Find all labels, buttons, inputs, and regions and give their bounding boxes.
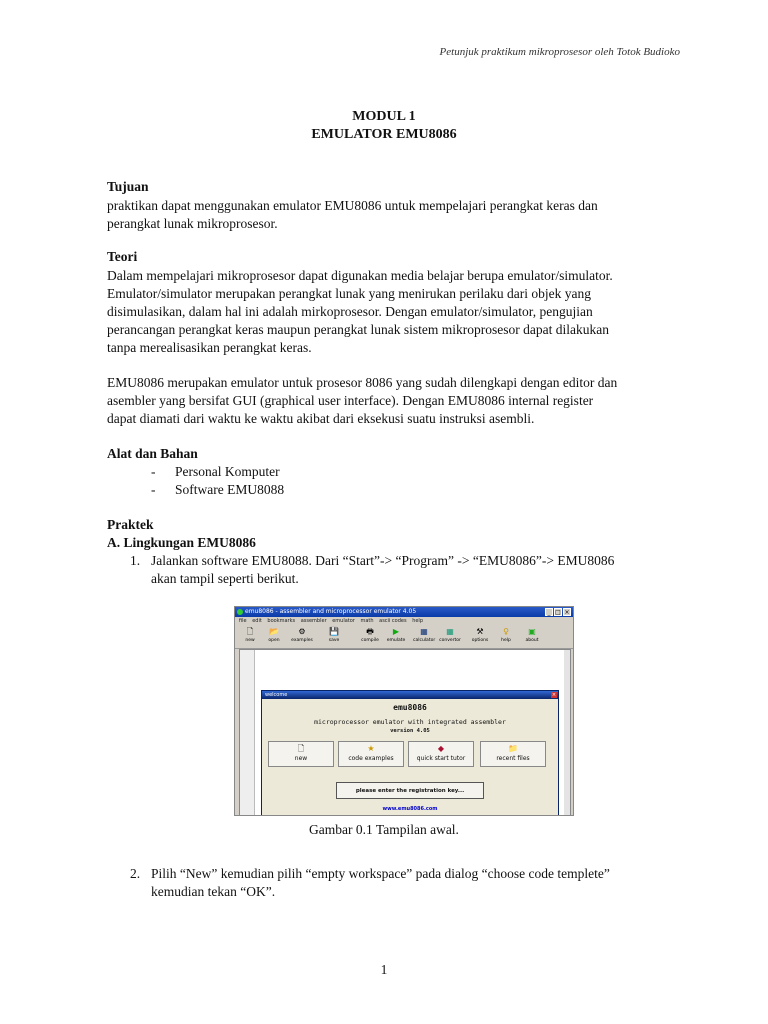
- tb-calculator: ▦ calculator: [413, 627, 436, 643]
- maximize-icon: □: [555, 609, 561, 616]
- tb-options: ⚒ options: [469, 626, 491, 648]
- step2-line-2: kemudian tekan “OK”.: [151, 884, 276, 899]
- module-subtitle: EMULATOR EMU8086: [311, 127, 457, 142]
- teori-heading: Teori: [107, 249, 138, 264]
- teori-p2-line-1: EMU8086 merupakan emulator untuk prosesor 8086 yang sudah dilengkapi dengan editor dan: [107, 375, 618, 390]
- menu-bookmarks: bookmarks: [267, 618, 296, 624]
- app-icon: [237, 609, 243, 615]
- step1-line-2: akan tampil seperti berikut.: [151, 571, 299, 586]
- dialog-code-examples-button: ★ code examples: [338, 741, 404, 767]
- window-title: emu8086 - assembler and microprocessor emulator 4.05: [245, 608, 417, 615]
- emulate-icon: ▶: [392, 627, 400, 636]
- dialog-subtitle: microprocessor emulator with integrated assembler: [314, 718, 506, 726]
- new-file-icon: 🗋: [297, 744, 305, 753]
- convertor-icon: ▦: [446, 627, 454, 636]
- book-icon: ◆: [437, 744, 445, 753]
- menu-file: file: [239, 618, 247, 624]
- line-gutter: [240, 650, 255, 816]
- tb-examples: ⚙ examples: [291, 627, 313, 643]
- tb-emulate: ▶ emulate: [386, 627, 406, 643]
- options-icon: ⚒: [476, 627, 484, 636]
- step1-line-1: Jalankan software EMU8088. Dari “Start”-> “Program” -> “EMU8086”-> EMU8086: [151, 553, 615, 568]
- teori-p2-line-3: dapat diamati dari waktu ke waktu akibat dari eksekusi suatu instruksi asembli.: [107, 411, 535, 426]
- dialog-recent-files-button: 📁 recent files: [480, 741, 546, 767]
- calculator-icon: ▦: [420, 627, 428, 636]
- save-icon: 💾: [329, 627, 339, 636]
- teori-p2-line-2: asembler yang bersifat GUI (graphical user interface). Dengan EMU8086 internal register: [107, 393, 594, 408]
- menu-math: math: [360, 618, 374, 624]
- tb-convertor: ▦ convertor: [439, 627, 461, 643]
- dialog-version: version 4.05: [390, 728, 430, 734]
- section-a-heading: A. Lingkungan EMU8086: [107, 535, 256, 550]
- about-icon: ▣: [528, 627, 536, 636]
- teori-p1-line-5: tanpa merealisasikan perangkat keras.: [107, 340, 312, 355]
- figure-caption: Gambar 0.1 Tampilan awal.: [309, 822, 459, 837]
- window-titlebar: [235, 607, 573, 617]
- close-icon: ×: [564, 609, 570, 616]
- page-number: 1: [380, 962, 388, 977]
- tb-help: ♀ help: [495, 626, 517, 648]
- emu8086-screenshot: [234, 606, 574, 816]
- tujuan-heading: Tujuan: [107, 179, 149, 194]
- new-file-icon: 🗋: [246, 627, 254, 636]
- page-header: Petunjuk praktikum mikroprosesor oleh Totok Budioko: [439, 46, 680, 58]
- tb-open: 📂 open: [263, 626, 285, 648]
- toolbar: [235, 626, 573, 649]
- menu-emulator: emulator: [332, 618, 355, 624]
- dialog-app-name: emu8086: [393, 703, 427, 712]
- alat-heading: Alat dan Bahan: [107, 446, 198, 461]
- dialog-url: www.emu8086.com: [382, 806, 438, 812]
- editor-scrollbar: [564, 650, 570, 816]
- step1-number: 1.: [130, 553, 141, 568]
- menu-help: help: [412, 618, 423, 624]
- compile-icon: 🖶: [366, 627, 374, 636]
- help-icon: ♀: [503, 627, 509, 636]
- tujuan-line-1: praktikan dapat menggunakan emulator EMU8086 untuk mempelajari perangkat keras dan: [107, 198, 598, 213]
- teori-p1-line-4: perancangan perangkat keras maupun perangkat lunak sistem mikroprosesor dapat dilakukan: [107, 322, 609, 337]
- dialog-close-icon: ×: [551, 692, 557, 698]
- tujuan-line-2: perangkat lunak mikroprosesor.: [107, 216, 278, 231]
- tb-save: 💾 save: [323, 626, 345, 648]
- list-dash: -: [151, 482, 156, 497]
- alat-item-2: Software EMU8088: [175, 482, 285, 497]
- open-folder-icon: 📂: [269, 627, 279, 636]
- folder-icon: 📁: [508, 744, 518, 753]
- welcome-dialog: [261, 690, 559, 816]
- menu-assembler: assembler: [300, 618, 327, 624]
- minimize-icon: _: [545, 608, 553, 616]
- tb-new: 🗋 new: [239, 626, 261, 648]
- step2-number: 2.: [130, 866, 141, 881]
- star-icon: ★: [367, 744, 375, 753]
- tb-about: ▣ about: [521, 626, 543, 648]
- list-dash: -: [151, 464, 156, 479]
- dialog-new-button: 🗋 new: [268, 741, 334, 767]
- examples-icon: ⚙: [298, 627, 306, 636]
- praktek-heading: Praktek: [107, 517, 154, 532]
- tb-compile: 🖶 compile: [359, 626, 381, 648]
- teori-p1-line-1: Dalam mempelajari mikroprosesor dapat digunakan media belajar berupa emulator/simulator.: [107, 268, 613, 283]
- dialog-quick-start-button: ◆ quick start tutor: [408, 741, 474, 767]
- module-title: MODUL 1: [352, 109, 416, 124]
- step2-line-1: Pilih “New” kemudian pilih “empty workspace” pada dialog “choose code templete”: [151, 866, 610, 881]
- menu-edit: edit: [252, 618, 262, 624]
- registration-key-button: please enter the registration key...: [336, 782, 484, 799]
- menu-ascii: ascii codes: [379, 618, 407, 624]
- alat-item-1: Personal Komputer: [175, 464, 280, 479]
- teori-p1-line-3: disimulasikan, dalam hal ini adalah mirkoprosesor. Dengan emulator/simulator, pengujian: [107, 304, 593, 319]
- welcome-dialog-titlebar: welcome ×: [262, 691, 558, 699]
- menu-bar: [235, 617, 573, 625]
- teori-p1-line-2: Emulator/simulator merupakan perangkat lunak yang menirukan perilaku dari objek yang: [107, 286, 591, 301]
